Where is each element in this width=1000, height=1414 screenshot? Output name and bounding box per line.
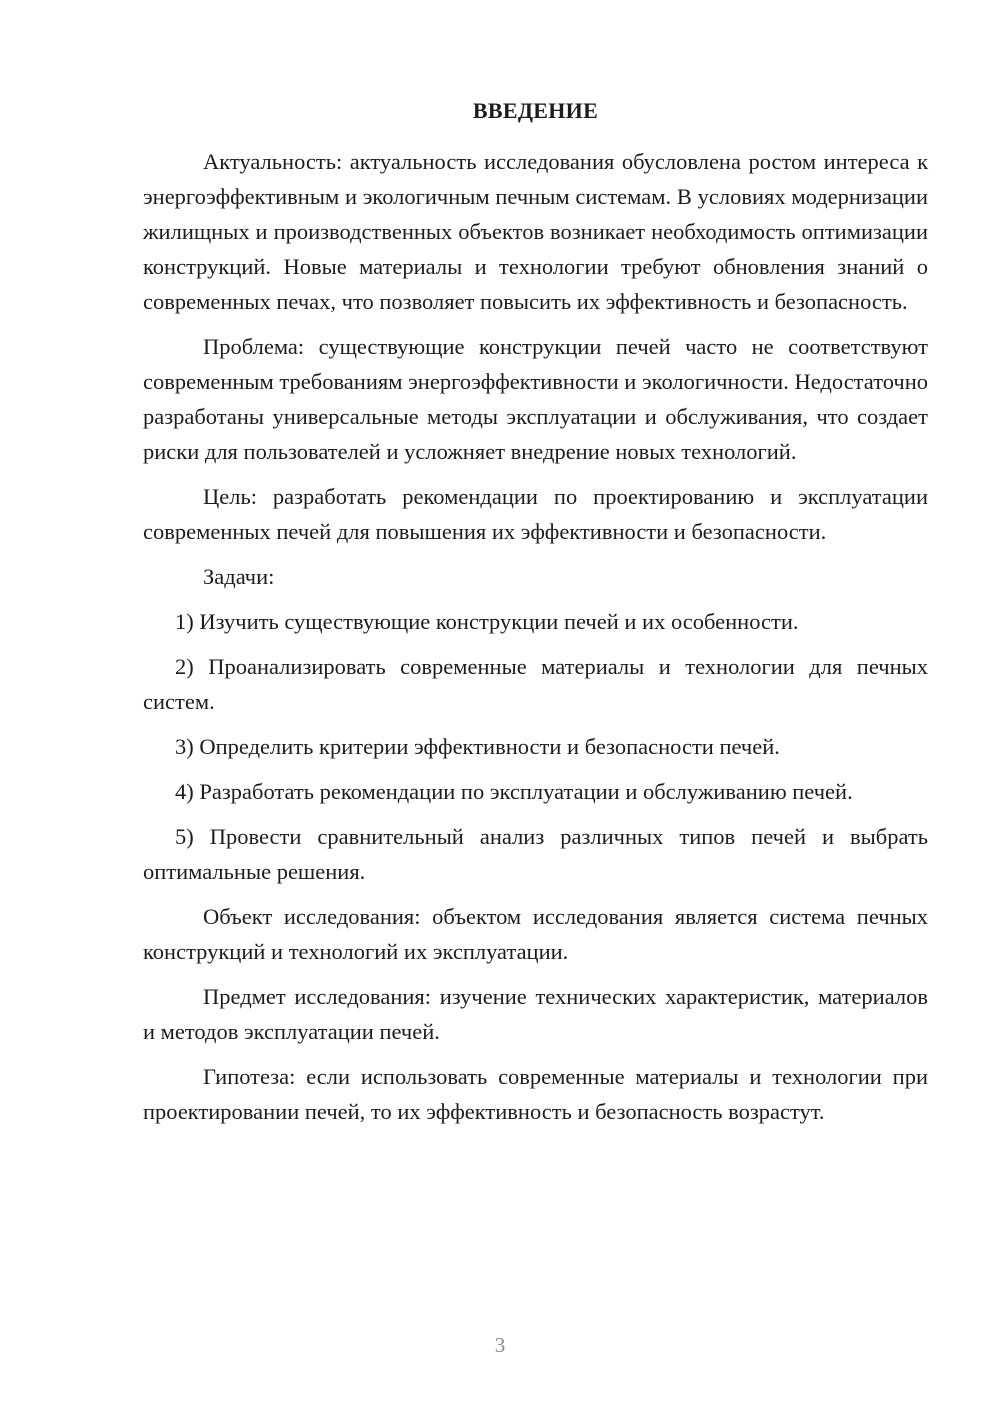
task-item-3: 3) Определить критерии эффективности и безопасности печей. [175, 734, 780, 759]
section-heading: ВВЕДЕНИЕ [472, 98, 599, 123]
hypothesis-paragraph: Гипотеза: если использовать современные материалы и технологии при проектировании печей, то их эффективность и безопасность возрастут. [143, 1064, 928, 1124]
task-item-4: 4) Разработать рекомендации по эксплуатации и обслуживанию печей. [175, 779, 853, 804]
goal-paragraph: Цель: разработать рекомендации по проектированию и эксплуатации современных печей для повышения их эффективности и безопасности. [143, 484, 928, 544]
relevance-paragraph: Актуальность: актуальность исследования обусловлена ростом интереса к энергоэффективным и экологичным печным системам. В условиях модернизации жилищных и производственных объектов возникает необходимость оптимизации конструкций. Новые материалы и технологии требуют обновления знаний о современных печах, что позволяет повысить их эффективность и безопасность. [143, 149, 928, 314]
tasks-label: Задачи: [203, 564, 275, 589]
task-item-2: 2) Проанализировать современные материалы и технологии для печных систем. [143, 654, 928, 714]
task-item-1: 1) Изучить существующие конструкции печей и их особенности. [175, 609, 799, 634]
problem-paragraph: Проблема: существующие конструкции печей часто не соответствуют современным требованиям энергоэффективности и экологичности. Недостаточно разработаны универсальные методы эксплуатации и обслуживания, что создает риски для пользователей и усложняет внедрение новых технологий. [143, 334, 928, 464]
object-paragraph: Объект исследования: объектом исследования является система печных конструкций и технологий их эксплуатации. [143, 904, 928, 964]
page-number: 3 [494, 1333, 506, 1357]
task-item-5: 5) Провести сравнительный анализ различных типов печей и выбрать оптимальные решения. [143, 824, 928, 884]
tasks-list [143, 604, 928, 889]
document-page [143, 96, 928, 1139]
subject-paragraph: Предмет исследования: изучение технических характеристик, материалов и методов эксплуатации печей. [143, 984, 928, 1044]
